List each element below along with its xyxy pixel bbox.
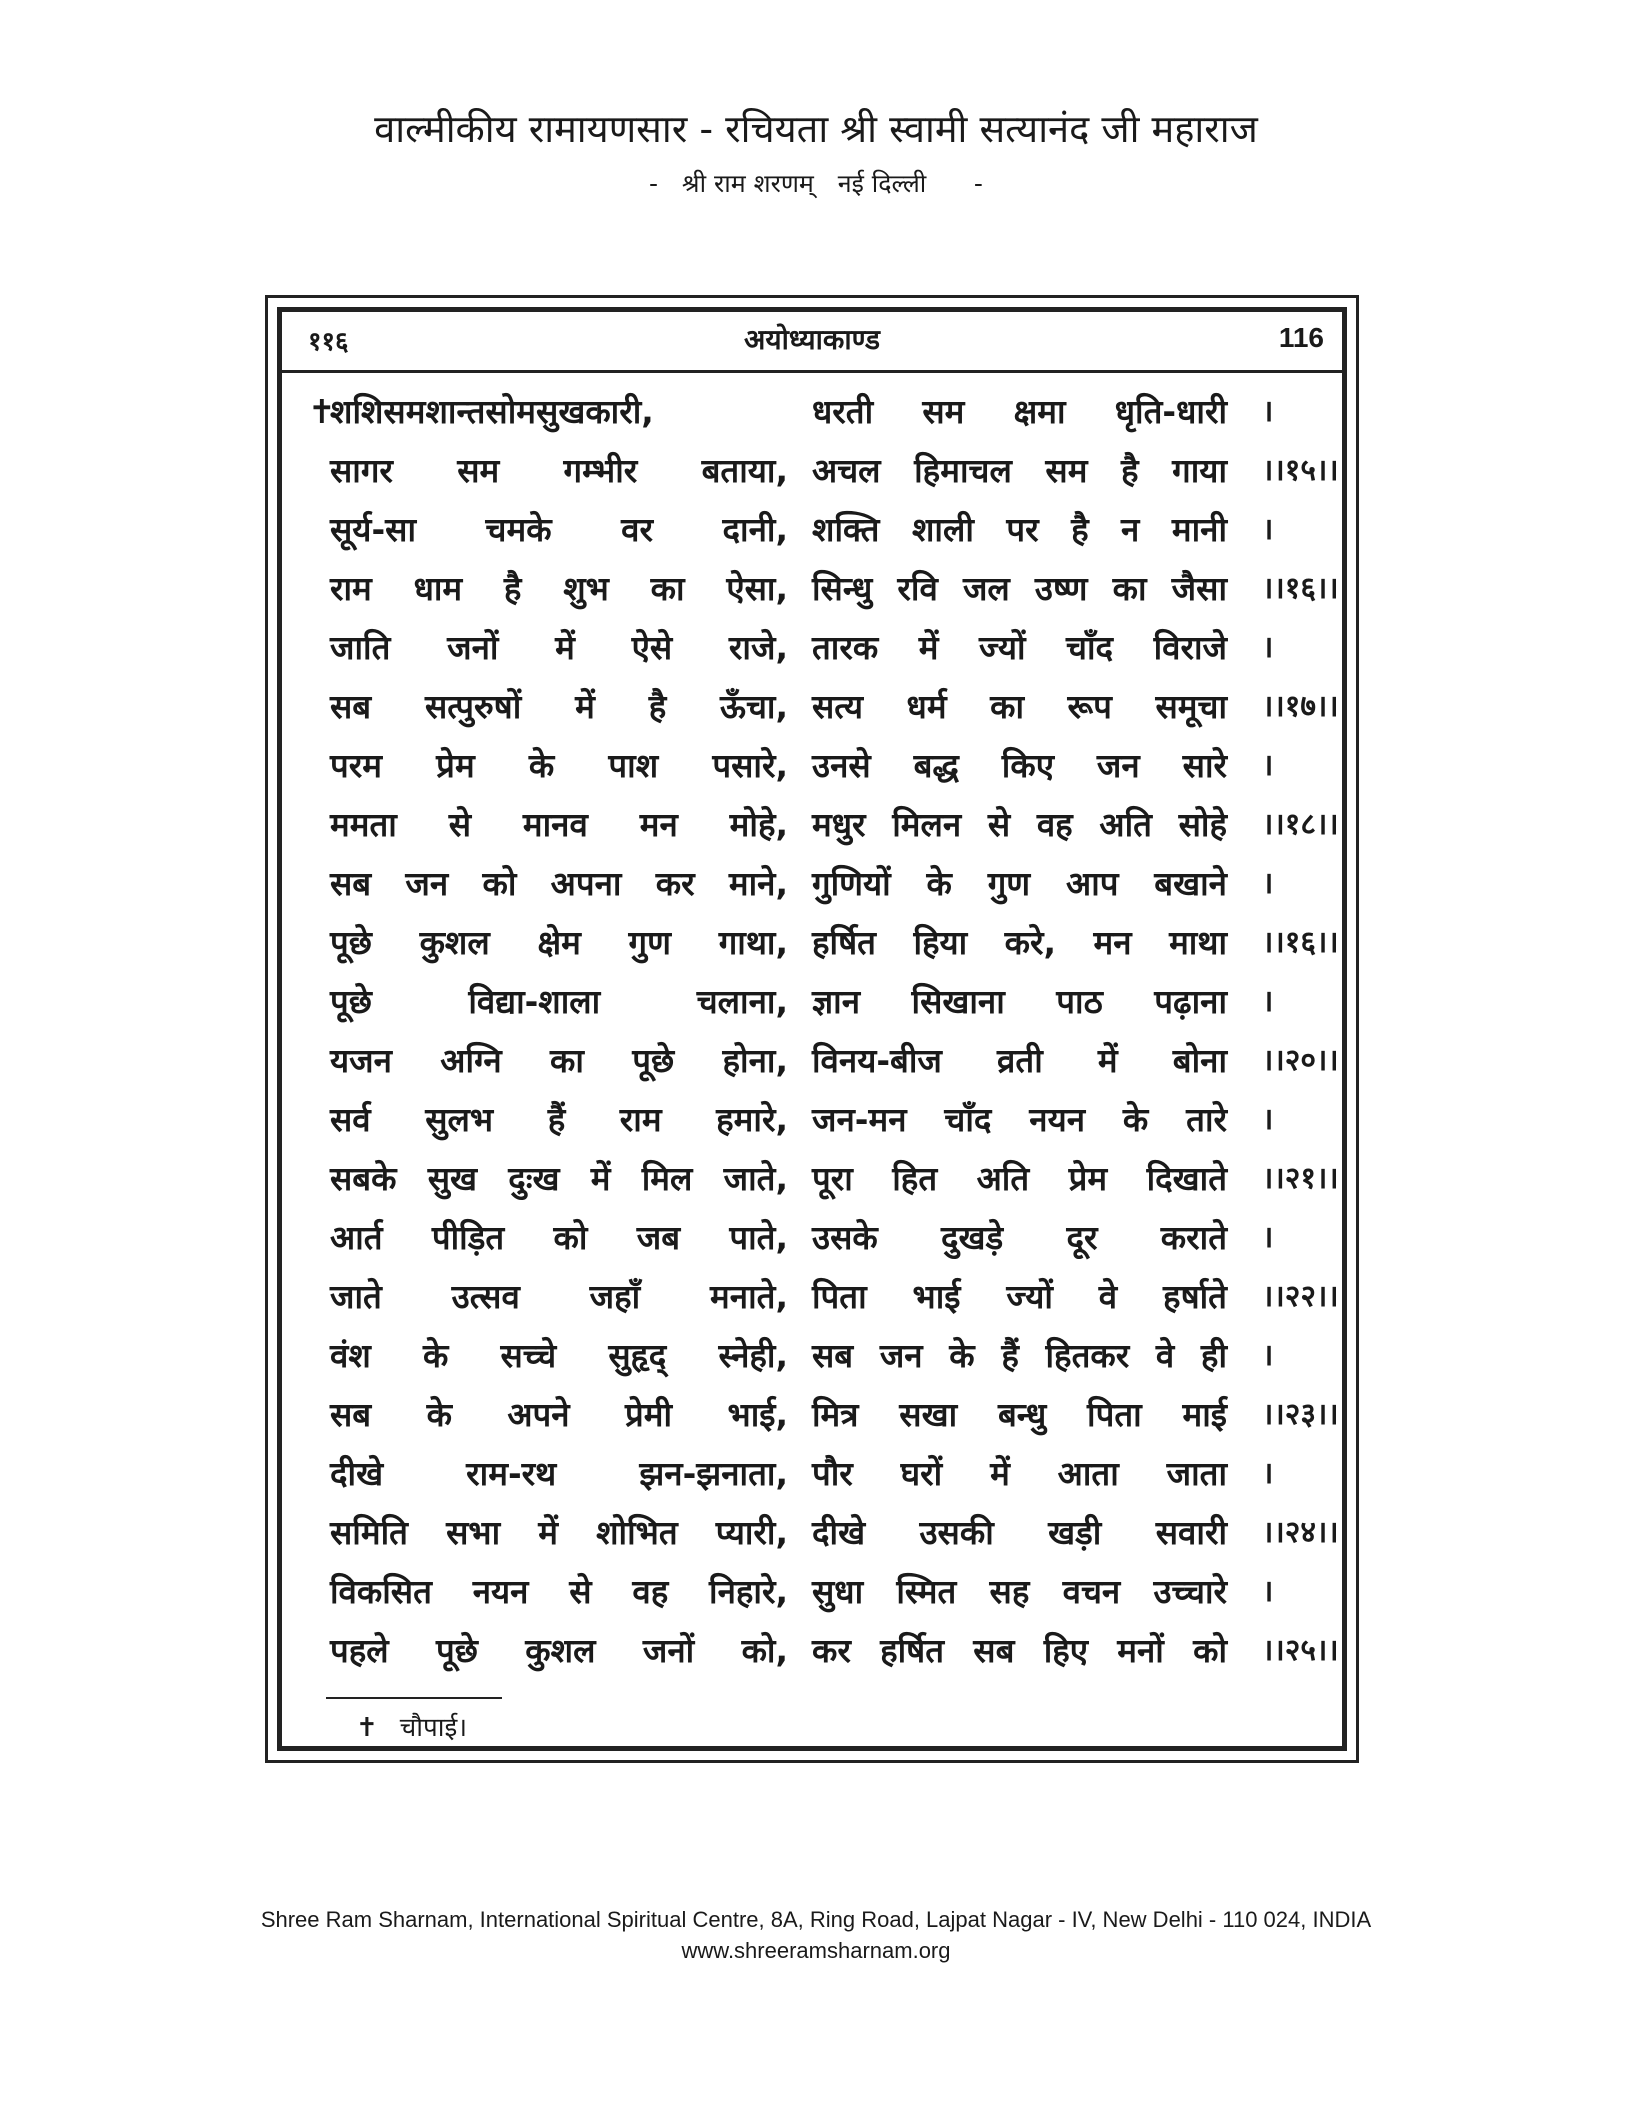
verse-second-half: कर हर्षित सब हिए मनों को — [812, 1631, 1227, 1670]
verse-second-half: सिन्धु रवि जल उष्ण का जैसा — [812, 569, 1227, 608]
verse-number: ।।१७।। — [1262, 689, 1339, 724]
verse-first-half: समिति सभा में शोभित प्यारी, — [330, 1513, 788, 1552]
verse-line — [282, 1385, 1342, 1444]
verse-line — [282, 1267, 1342, 1326]
verse-first-half: सब सत्पुरुषों में है ऊँचा, — [330, 687, 788, 726]
page-frame-inner — [277, 307, 1347, 1751]
verse-line — [282, 1503, 1342, 1562]
verse-first-half: आर्त पीड़ित को जब पाते, — [330, 1218, 788, 1257]
verse-second-half: शक्ति शाली पर है न मानी — [812, 510, 1227, 549]
document-header-title: वाल्मीकीय रामायणसार - रचियता श्री स्वामी सत्यानंद जी महाराज — [374, 107, 1258, 151]
verse-first-half: सबके सुख दुःख में मिल जाते, — [330, 1159, 788, 1198]
verse-number: ।।१६।। — [1262, 925, 1339, 960]
verse-line — [282, 913, 1342, 972]
verse-line — [282, 1090, 1342, 1149]
dagger-mark-icon: ✝ — [308, 392, 336, 431]
verse-number: ।।१५।। — [1262, 453, 1339, 488]
verse-line — [282, 854, 1342, 913]
verse-first-half: पहले पूछे कुशल जनों को, — [330, 1631, 788, 1670]
verse-line — [282, 382, 1342, 441]
verse-second-half: पिता भाई ज्यों वे हर्षाते — [812, 1277, 1227, 1316]
verse-first-half: ममता से मानव मन मोहे, — [330, 805, 788, 844]
verse-first-half: जाते उत्सव जहाँ मनाते, — [330, 1277, 788, 1316]
verse-second-half: उसके दुखड़े दूर कराते — [812, 1218, 1227, 1257]
verse-line — [282, 1149, 1342, 1208]
verse-first-half: सूर्य-सा चमके वर दानी, — [330, 510, 788, 549]
verse-first-half: सर्व सुलभ हैं राम हमारे, — [330, 1100, 788, 1139]
page-frame — [265, 295, 1359, 1763]
verse-first-half: सागर सम गम्भीर बताया, — [330, 451, 788, 490]
verse-second-half: अचल हिमाचल सम है गाया — [812, 451, 1227, 490]
verse-second-half: गुणियों के गुण आप बखाने — [812, 864, 1227, 903]
verse-first-half: दीखे राम-रथ झन-झनाता, — [330, 1454, 788, 1493]
verse-first-half: यजन अग्नि का पूछे होना, — [330, 1041, 788, 1080]
verse-line — [282, 1208, 1342, 1267]
verse-first-half: विकसित नयन से वह निहारे, — [330, 1572, 788, 1611]
verse-number: । — [1262, 394, 1274, 429]
verse-line — [282, 559, 1342, 618]
verse-number: ।।२३।। — [1262, 1397, 1339, 1432]
document-header-subtitle: - श्री राम शरणम् नई दिल्ली - — [649, 169, 983, 198]
verse-number: । — [1262, 1574, 1274, 1609]
verse-number: । — [1262, 512, 1274, 547]
verse-second-half: सब जन के हैं हितकर वे ही — [812, 1336, 1227, 1375]
verse-line — [282, 972, 1342, 1031]
verse-first-half: परम प्रेम के पाश पसारे, — [330, 746, 788, 785]
verse-line — [282, 1326, 1342, 1385]
verse-number: ।।२०।। — [1262, 1043, 1339, 1078]
verse-first-half: वंश के सच्चे सुहृद् स्नेही, — [330, 1336, 788, 1375]
footnote-divider — [326, 1697, 502, 1699]
verse-first-half: जाति जनों में ऐसे राजे, — [330, 628, 788, 667]
verse-line — [282, 441, 1342, 500]
verse-number: । — [1262, 630, 1274, 665]
verse-line — [282, 1621, 1342, 1680]
verse-second-half: ज्ञान सिखाना पाठ पढ़ाना — [812, 982, 1227, 1021]
verse-number: ।।२५।। — [1262, 1633, 1339, 1668]
verse-first-half: सब जन को अपना कर माने, — [330, 864, 788, 903]
page-number: 116 — [1278, 322, 1324, 353]
verse-second-half: जन-मन चाँद नयन के तारे — [812, 1100, 1227, 1139]
dagger-icon: ✝ — [356, 1713, 378, 1743]
verse-second-half: तारक में ज्यों चाँद विराजे — [812, 628, 1227, 667]
verse-line — [282, 795, 1342, 854]
verse-second-half: सत्य धर्म का रूप समूचा — [812, 687, 1227, 726]
verse-number: । — [1262, 984, 1274, 1019]
footnote — [356, 1708, 467, 1748]
verse-number: ।।२४।। — [1262, 1515, 1339, 1550]
verse-first-half: राम धाम है शुभ का ऐसा, — [330, 569, 788, 608]
verse-second-half: मधुर मिलन से वह अति सोहे — [812, 805, 1227, 844]
footer-address: Shree Ram Sharnam, International Spiritual Centre, 8A, Ring Road, Lajpat Nagar - IV, New Delhi - 110 024, INDIA — [260, 1907, 1372, 1932]
footer-website: www.shreeramsharnam.org — [681, 1938, 951, 1963]
verse-number: । — [1262, 1456, 1274, 1491]
verse-number: । — [1262, 866, 1274, 901]
verse-number: ।।१६।। — [1262, 571, 1339, 606]
verse-second-half: सुधा स्मित सह वचन उच्चारे — [812, 1572, 1227, 1611]
verse-second-half: दीखे उसकी खड़ी सवारी — [812, 1513, 1227, 1552]
verse-second-half: पूरा हित अति प्रेम दिखाते — [812, 1159, 1227, 1198]
verse-line — [282, 1031, 1342, 1090]
verse-number: । — [1262, 1338, 1274, 1373]
verse-number: ।।२२।। — [1262, 1279, 1339, 1314]
page-header — [282, 312, 1342, 373]
verse-line — [282, 677, 1342, 736]
verse-second-half: विनय-बीज व्रती में बोना — [812, 1041, 1227, 1080]
verse-second-half: धरती सम क्षमा धृति-धारी — [812, 392, 1227, 431]
section-title: अयोध्याकाण्ड — [744, 323, 880, 356]
verse-number: ।।१८।। — [1262, 807, 1339, 842]
verse-line — [282, 1444, 1342, 1503]
verse-first-half: सब के अपने प्रेमी भाई, — [330, 1395, 788, 1434]
verse-first-half: पूछे कुशल क्षेम गुण गाथा, — [330, 923, 788, 962]
verse-second-half: हर्षित हिया करे, मन माथा — [812, 923, 1227, 962]
verse-number: । — [1262, 748, 1274, 783]
verse-number: । — [1262, 1102, 1274, 1137]
verse-list — [282, 382, 1342, 1680]
verse-line — [282, 1562, 1342, 1621]
verse-first-half: पूछे विद्या-शाला चलाना, — [330, 982, 788, 1021]
verse-second-half: पौर घरों में आता जाता — [812, 1454, 1227, 1493]
verse-second-half: मित्र सखा बन्धु पिता माई — [812, 1395, 1227, 1434]
verse-first-half: शशिसमशान्तसोमसुखकारी, — [330, 392, 654, 431]
verse-number: । — [1262, 1220, 1274, 1255]
verse-line — [282, 500, 1342, 559]
verse-line — [282, 618, 1342, 677]
verse-second-half: उनसे बद्ध किए जन सारे — [812, 746, 1227, 785]
footnote-text: चौपाई। — [399, 1713, 468, 1743]
verse-line — [282, 736, 1342, 795]
page-number-devanagari: ११६ — [308, 327, 349, 357]
verse-number: ।।२१।। — [1262, 1161, 1339, 1196]
